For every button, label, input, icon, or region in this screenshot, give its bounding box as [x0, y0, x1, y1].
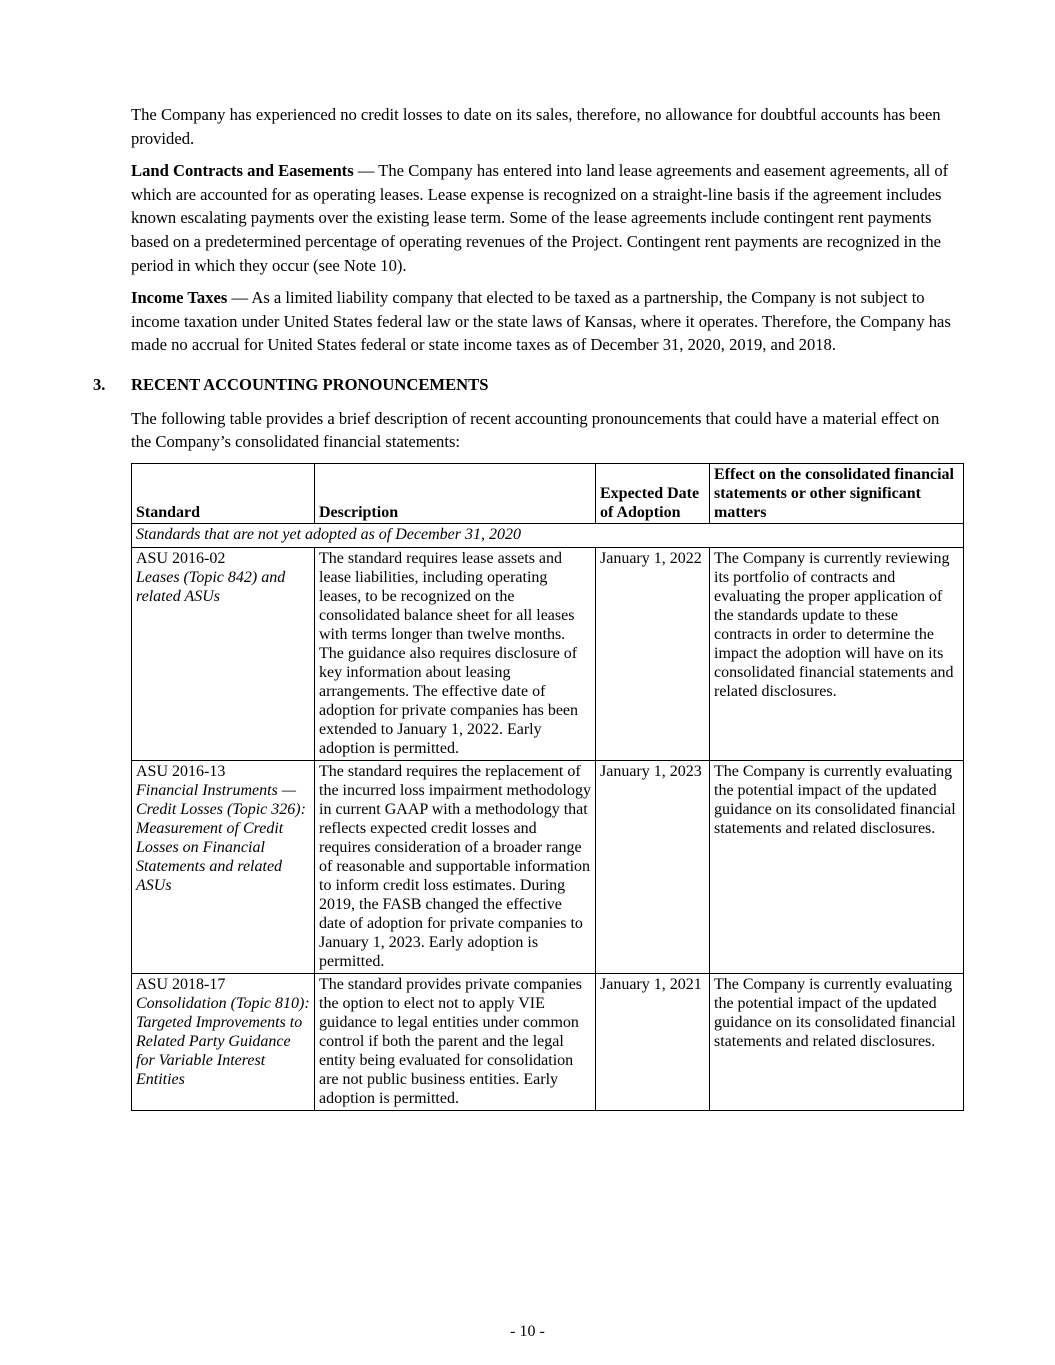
section-heading: [93, 373, 963, 397]
cell-standard: [132, 973, 315, 1110]
standard-code: ASU 2016-13: [136, 762, 226, 780]
paragraph-income-taxes-body: — As a limited liability company that elected to be taxed as a partnership, the Company is not subject to income taxation under United States federal law or the state laws of Kansas, where it operates. Therefore, the Company has made no accrual for United States federal or state income taxes as of December 31, 2020, 2019, and 2018.: [131, 288, 951, 355]
paragraph-credit-losses: The Company has experienced no credit losses to date on its sales, therefore, no allowance for doubtful accounts has been provided.: [131, 105, 941, 148]
header-description: Description: [315, 463, 596, 523]
standard-code: ASU 2018-17: [136, 975, 226, 993]
standard-name: Consolidation (Topic 810): Targeted Improvements to Related Party Guidance for Variable Interest Entities: [136, 994, 310, 1088]
table-header-row: [132, 463, 964, 523]
cell-effect: The Company is currently evaluating the potential impact of the updated guidance on its consolidated financial statements and related disclosures.: [710, 760, 964, 973]
header-adoption: Expected Date of Adoption: [596, 463, 710, 523]
section-number: 3.: [93, 374, 106, 394]
cell-effect: The Company is currently evaluating the potential impact of the updated guidance on its consolidated financial statements and related disclosures.: [710, 973, 964, 1110]
cell-effect: The Company is currently reviewing its portfolio of contracts and evaluating the proper application of the standards update to these contracts in order to determine the impact the adoption will have on its consolidated financial statements and related disclosures.: [710, 547, 964, 760]
document-page: [93, 103, 963, 1111]
paragraph-land-contracts: [131, 159, 963, 277]
header-effect: Effect on the consolidated financial statements or other significant matters: [710, 463, 964, 523]
paragraph-income-taxes-heading: Income Taxes: [131, 288, 228, 308]
paragraph-income-taxes: [131, 286, 963, 357]
table-row: [132, 973, 964, 1110]
paragraph-land-contracts-heading: Land Contracts and Easements: [131, 161, 354, 181]
header-standard: Standard: [132, 463, 315, 523]
cell-adoption: January 1, 2023: [596, 760, 710, 973]
standard-name: Leases (Topic 842) and related ASUs: [136, 568, 286, 605]
pronouncements-table: [131, 463, 964, 1111]
cell-standard: [132, 547, 315, 760]
cell-standard: [132, 760, 315, 973]
table-row: [132, 760, 964, 973]
standard-code: ASU 2016-02: [136, 549, 226, 567]
cell-adoption: January 1, 2021: [596, 973, 710, 1110]
section-intro: The following table provides a brief description of recent accounting pronouncements that could have a material effect on the Company’s consolidated financial statements:: [131, 408, 940, 452]
table-row: [132, 547, 964, 760]
section-title: RECENT ACCOUNTING PRONOUNCEMENTS: [131, 374, 489, 394]
page-number: - 10 -: [510, 1323, 545, 1340]
cell-adoption: January 1, 2022: [596, 547, 710, 760]
group-label: Standards that are not yet adopted as of December 31, 2020: [132, 523, 964, 547]
standard-name: Financial Instruments — Credit Losses (Topic 326): Measurement of Credit Losses on Financial Statements and related ASUs: [136, 781, 306, 894]
cell-description: The standard requires lease assets and lease liabilities, including operating leases, to be recognized on the consolidated balance sheet for all leases with terms longer than twelve months. The guidance also requires disclosure of key information about leasing arrangements. The effective date of adoption for private companies has been extended to January 1, 2022. Early adoption is permitted.: [315, 547, 596, 760]
paragraph-land-contracts-body: — The Company has entered into land lease agreements and easement agreements, all of which are accounted for as operating leases. Lease expense is recognized on a straight-line basis if the agreement includes known escalating payments over the existing lease term. Some of the lease agreements include contingent rent payments based on a predetermined percentage of operating revenues of the Project. Contingent rent payments are recognized in the period in which they occur (see Note 10).: [131, 161, 949, 275]
cell-description: The standard requires the replacement of the incurred loss impairment methodology in current GAAP with a methodology that reflects expected credit losses and requires consideration of a broader range of reasonable and supportable information to inform credit loss estimates. During 2019, the FASB changed the effective date of adoption for private companies to January 1, 2023. Early adoption is permitted.: [315, 760, 596, 973]
cell-description: The standard provides private companies the option to elect not to apply VIE guidance to legal entities under common control if both the parent and the legal entity being evaluated for consolidation are not public business entities. Early adoption is permitted.: [315, 973, 596, 1110]
table-group-row: [132, 523, 964, 547]
